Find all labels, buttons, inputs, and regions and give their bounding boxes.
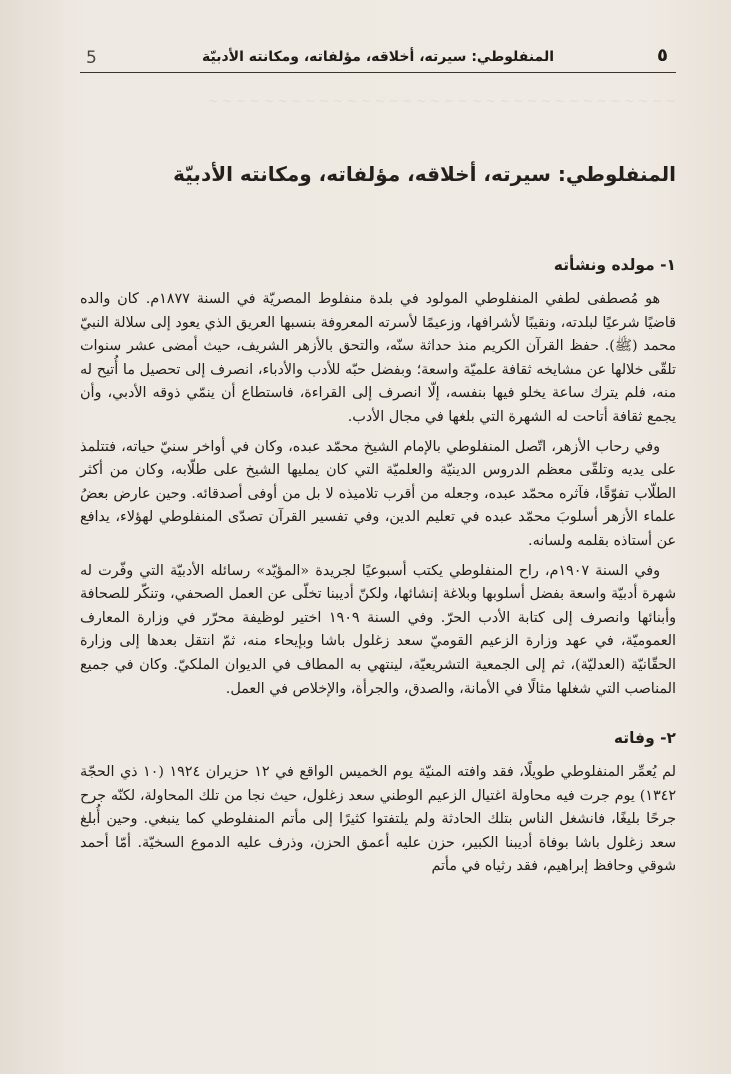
section-heading-birth: ١- مولده ونشأته bbox=[553, 256, 676, 274]
running-title: المنفلوطي: سيرته، أخلاقه، مؤلفاته، ومكانته الأدبيّة bbox=[202, 49, 554, 65]
paragraph: هو مُصطفى لطفي المنفلوطي المولود في بلدة منفلوط المصريّة في السنة ١٨٧٧م. كان والده قاضيًا شرعيًا لبلدته، ونقيبًا لأشرافها، وزعيمًا لأسرته المعروفة بنسبها العريق الذي يعود إلى سلالة النبيّ محمد (ﷺ). حفظ القرآن الكريم منذ حداثة سنّه، والتحق بالأزهر الشريف، حيث أمضى عشر سنوات تلقّى خلالها عن مشايخه ثقافة علميّة واسعة؛ وبفضل حبّه للأدب والأدباء، انصرف إلى تحصيل ما أُتيح له منه، فلم يترك ساعة يخلو فيها بنفسه، إلّا انصرف إلى القراءة، فاستطاع أن ينمّي ذوقه الأدبي، وأن يجمع ثقافة أتاحت له الشهرة التي بلغها في مجال الأدب. bbox=[80, 291, 676, 425]
running-header bbox=[80, 40, 676, 73]
page-body bbox=[80, 160, 676, 885]
paragraph: وفي رحاب الأزهر، اتّصل المنفلوطي بالإمام الشيخ محمّد عبده، وكان في أواخر سنيّ حياته، فتتلمذ على يديه وتلقّى معظم الدروس الدينيّة والعلميّة التي كان يمليها الشيخ على طلّابه، وكان من أكثر الطلّاب تفوّقًا، فآثره محمّد عبده، وجعله من أقرب تلاميذه لا بل من أوفى أصدقائه. وحين عارض بعضُ علماء الأزهر أسلوبَ محمّد عبده في تعليم الدين، وفي تفسير القرآن تصدّى المنفلوطي لهؤلاء، يدافع عن أستاذه بقلمه ولسانه. bbox=[80, 438, 676, 549]
section-heading-death: ٢- وفاته bbox=[613, 729, 676, 748]
chapter-title: المنفلوطي: سيرته، أخلاقه، مؤلفاته، ومكانته الأدبيّة bbox=[173, 162, 676, 186]
page-number-arabic: ٥ bbox=[657, 45, 668, 66]
bleed-through-text: ~ ~ ~ ~ ~ ~ ~ ~ ~ ~ ~ ~ ~ ~ ~ ~ ~ ~ ~ ~ ~ ~ ~ ~ ~ ~ ~ ~ ~ ~ ~ ~ ~ ~ bbox=[208, 94, 676, 108]
paragraph: وفي السنة ١٩٠٧م، راح المنفلوطي يكتب أسبوعيًا لجريدة «المؤيّد» رسائله الأدبيّة التي وفّرت له شهرة أدبيّة واسعة بفضل أسلوبها وبلاغة إنشائها، ولكنّ أديبنا تخلّى عن العمل الصحفي، وتنكّر للصحافة وأبنائها وانصرف إلى كتابة الأدب الحرّ. وفي السنة ١٩٠٩ اختير لوظيفة محرّر في وزارة المعارف العموميّة، في عهد وزارة الزعيم القوميّ سعد زغلول باشا وبإيحاء منه، ثمّ انتقل بعدها إلى وزارة الحقّانيّة (العدليّة)، ثم إلى الجمعية التشريعيّة، لينتهي به المطاف في الديوان الملكيّ. وكان في جميع المناصب التي شغلها مثالًا في الأمانة، والصدق، والجرأة، والإخلاص في العمل. bbox=[80, 562, 676, 697]
paragraph: لم يُعمِّر المنفلوطي طويلًا، فقد وافته المنيّة يوم الخميس الواقع في ١٢ حزيران ١٩٢٤ (١٠ ذي الحجّة ١٣٤٢) يوم جرت فيه محاولة اغتيال الزعيم الوطني سعد زغلول، حيث نجا من تلك المحاولة، لكنّه جرح جرحًا بليغًا، فانشغل الناس بتلك الحادثة ولم يلتفتوا كثيرًا إلى مأتم المنفلوطي كما ينبغي. وحين أُبلغ سعد زغلول باشا بوفاة أديبنا الكبير، حزن عليه أعمق الحزن، وذرف عليه الدموع السخيّة. أمّا أحمد شوقي وحافظ إبراهيم، فقد رثياه في مأتم bbox=[80, 764, 676, 875]
page-number-latin: 5 bbox=[86, 48, 97, 68]
